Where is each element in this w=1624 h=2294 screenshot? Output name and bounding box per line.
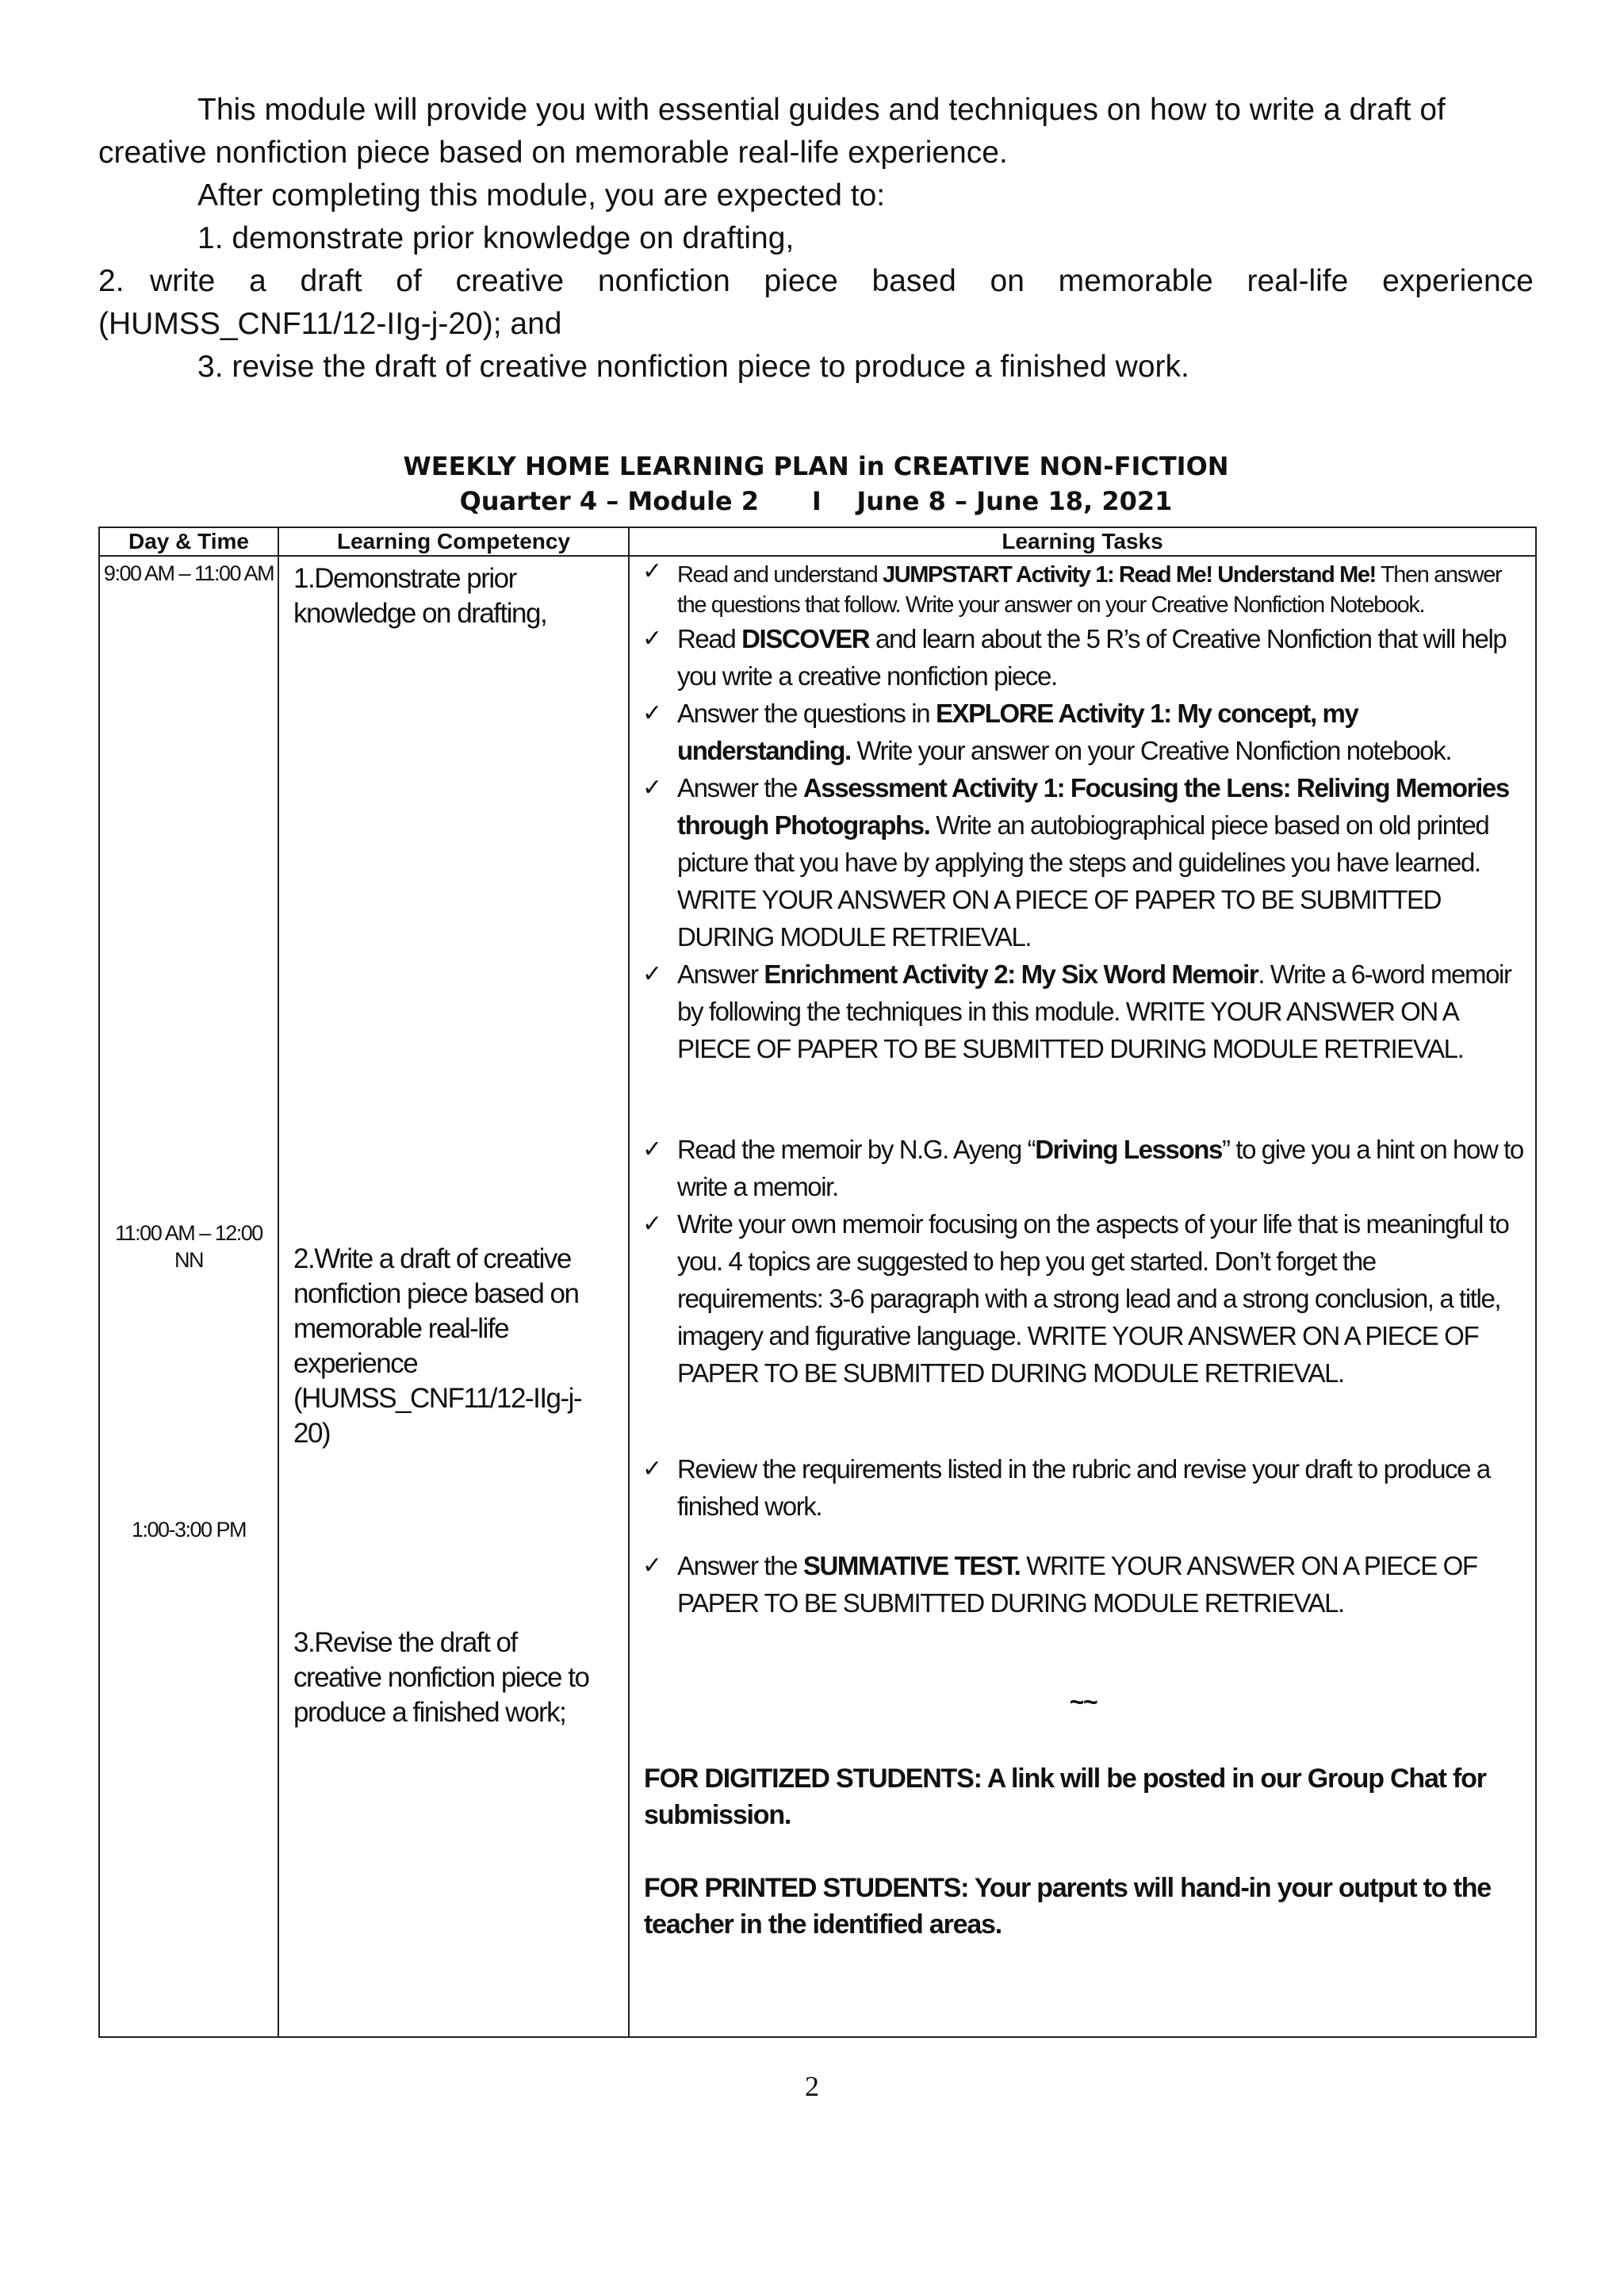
header-tasks: Learning Tasks [629, 527, 1536, 556]
learning-plan-table [98, 527, 1537, 2038]
word: on [990, 264, 1025, 298]
word: write [150, 264, 216, 298]
header-day-time: Day & Time [99, 527, 278, 556]
check-mark-icon: ✓ [642, 960, 663, 988]
word: based [871, 264, 956, 298]
plan-quarter-module: Quarter 4 – Module 2 [459, 486, 760, 516]
word: piece [764, 264, 838, 298]
objectives-lead: After completing this module, you are expected to: [197, 178, 886, 213]
task-item [641, 1205, 1526, 1392]
plan-subtitle [98, 484, 1534, 519]
task-text: . Write a 6-word memoir by following the techniques in this module. WRITE YOUR ANSWER ON A PIECE OF PAPER TO BE SUBMITTED DURING MODULE RETRIEVAL. [677, 959, 1511, 1063]
time-slot: 9:00 AM – 11:00 AM [103, 561, 274, 585]
table-row [99, 556, 1536, 2037]
task-text: Read the memoir by N.G. Ayeng “ [677, 1135, 1036, 1164]
intro-paragraph: This module will provide you with essential guides and techniques on how to write a draft of creative nonfiction piece based on memorable real-life experience. [98, 93, 1446, 170]
word: real-life [1247, 264, 1349, 298]
competency-item: 1.Demonstrate prior knowledge on drafting, [293, 563, 547, 629]
check-mark-icon: ✓ [642, 1136, 663, 1163]
word: nonfiction [597, 264, 730, 298]
task-item [641, 1547, 1526, 1622]
task-emphasis: Driving Lessons [1035, 1135, 1222, 1164]
objective-1: 1. demonstrate prior knowledge on drafting, [197, 221, 795, 255]
intro-section [98, 89, 1534, 389]
objective-2-number: 2. [98, 264, 124, 298]
task-text: WRITE YOUR ANSWER ON A PIECE OF PAPER TO BE SUBMITTED DURING MODULE RETRIEVAL. [677, 1551, 1477, 1618]
task-text: Read and understand [677, 562, 883, 588]
printed-students-note: FOR PRINTED STUDENTS: Your parents will hand-in your output to the teacher in the identified areas. [644, 1873, 1491, 1940]
task-item [641, 769, 1526, 956]
task-text: Answer the [677, 773, 803, 802]
task-text: Answer the questions in [677, 699, 936, 728]
task-text: Write your answer on your Creative Nonfiction notebook. [850, 736, 1452, 765]
plan-title-block [98, 449, 1534, 519]
task-emphasis: Enrichment Activity 2: My Six Word Memoir [764, 959, 1258, 989]
page-number: 2 [805, 2070, 819, 2102]
plan-subtitle-separator: I [811, 486, 822, 516]
task-text: Then answer the questions that follow. Write your answer on your Creative Nonfiction Notebook. [677, 562, 1502, 618]
check-mark-icon: ✓ [642, 557, 663, 585]
task-item [641, 557, 1526, 620]
task-emphasis: EXPLORE Activity 1: My concept, my understanding. [677, 699, 1358, 765]
word: a [249, 264, 266, 298]
check-mark-icon: ✓ [642, 699, 663, 727]
competency-item: 3.Revise the draft of creative nonfiction piece to produce a finished work; [293, 1627, 589, 1728]
task-emphasis: SUMMATIVE TEST. [802, 1551, 1021, 1580]
word: memorable [1058, 264, 1213, 298]
task-emphasis: DISCOVER [741, 624, 870, 653]
task-text: Answer [677, 959, 764, 989]
check-mark-icon: ✓ [642, 1455, 663, 1483]
word: of [396, 264, 422, 298]
task-text: Write an autobiographical piece based on old printed picture that you have by applying the steps and guidelines you have learned. WRITE YOUR ANSWER ON A PIECE OF PAPER TO BE SUBMITTED DURING MODULE RETRIEVAL. [677, 810, 1489, 952]
task-text: and learn about the 5 R’s of Creative Nonfiction that will help you write a creative nonfiction piece. [677, 624, 1507, 691]
task-item [641, 620, 1526, 695]
word: creative [455, 264, 565, 298]
task-emphasis: JUMPSTART Activity 1: Read Me! Understand Me! [883, 562, 1376, 588]
time-slot: 11:00 AM – 12:00 NN [115, 1221, 262, 1272]
task-item [641, 956, 1526, 1067]
objective-2-line1 [150, 260, 1534, 303]
task-item [641, 1450, 1526, 1525]
competency-cell [278, 556, 629, 2037]
digitized-students-note: FOR DIGITIZED STUDENTS: A link will be posted in our Group Chat for submission. [644, 1764, 1486, 1830]
check-mark-icon: ✓ [642, 1210, 663, 1238]
task-item [641, 1131, 1526, 1205]
word: draft [300, 264, 362, 298]
plan-title: WEEKLY HOME LEARNING PLAN in CREATIVE NON-FICTION [403, 451, 1229, 481]
header-competency: Learning Competency [278, 527, 629, 556]
task-emphasis: Assessment Activity 1: Focusing the Lens: Reliving Memories through Photographs. [677, 773, 1509, 840]
objective-3: 3. revise the draft of creative nonfiction piece to produce a finished work. [197, 350, 1189, 384]
word: experience [1382, 264, 1534, 298]
plan-date-range: June 8 – June 18, 2021 [856, 486, 1173, 516]
task-text: Review the requirements listed in the rubric and revise your draft to produce a finished work. [677, 1454, 1490, 1521]
task-text: ” to give you a hint on how to write a memoir. [677, 1135, 1523, 1201]
time-slot: 1:00-3:00 PM [131, 1518, 247, 1541]
objective-2 [98, 260, 1534, 303]
check-mark-icon: ✓ [642, 1552, 663, 1580]
task-text: Answer the [677, 1551, 803, 1580]
task-text: Read [677, 624, 742, 653]
task-item [641, 695, 1526, 769]
objective-2-line2: (HUMSS_CNF11/12-IIg-j-20); and [98, 307, 562, 341]
time-cell [99, 556, 278, 2037]
check-mark-icon: ✓ [642, 625, 663, 653]
competency-item: 2.Write a draft of creative nonfiction piece based on memorable real-life experience (HUMSS_CNF11/12-IIg-j-20) [293, 1243, 582, 1449]
task-text: Write your own memoir focusing on the aspects of your life that is meaningful to you. 4 topics are suggested to hep you get started. Don’t forget the requirements: 3-6 paragraph with a strong lead and a strong conclusion, a title, imagery and figurative language. WRITE YOUR ANSWER ON A PIECE OF PAPER TO BE SUBMITTED DURING MODULE RETRIEVAL. [677, 1209, 1509, 1388]
section-separator: ~~ [1069, 1687, 1097, 1716]
check-mark-icon: ✓ [642, 774, 663, 802]
tasks-cell [629, 556, 1536, 2037]
table-header-row [99, 527, 1536, 556]
